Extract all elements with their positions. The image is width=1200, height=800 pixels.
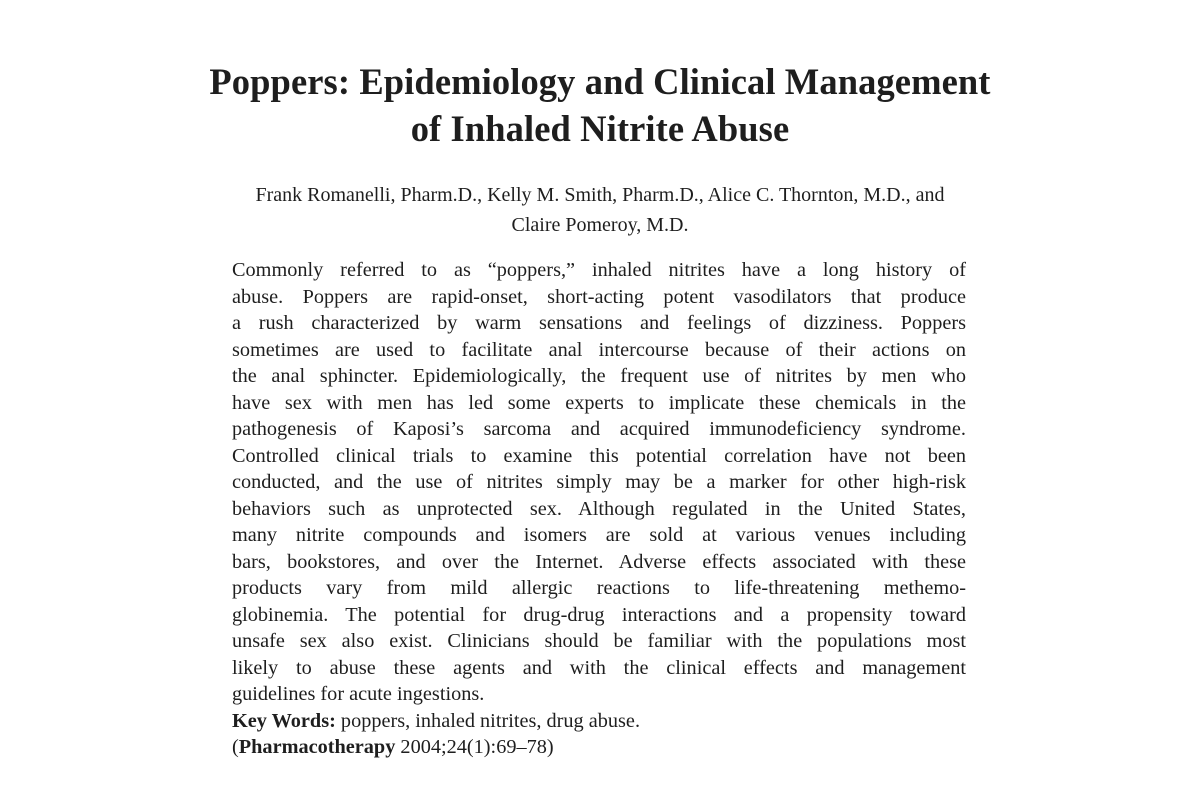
abstract [232,257,966,761]
keywords-value: poppers, inhaled nitrites, drug abuse. [335,709,641,732]
abstract-line: many nitrite compounds and isomers are sold at various venues including [232,524,966,546]
abstract-line: behaviors such as unprotected sex. Although regulated in the United States, [232,497,966,520]
abstract-line: abuse. Poppers are rapid-onset, short-acting potent vasodilators that produce [232,285,966,308]
abstract-line: pathogenesis of Kaposi’s sarcoma and acquired immunodeficiency syndrome. [232,418,966,440]
citation [232,734,966,761]
abstract-line: Commonly referred to as “poppers,” inhaled nitrites have a long history of [232,259,966,281]
abstract-line: products vary from mild allergic reactions to life-threatening methemo- [232,577,966,599]
abstract-line: globinemia. The potential for drug-drug interactions and a propensity toward [232,603,966,626]
authors-line-2: Claire Pomeroy, M.D. [511,214,689,236]
abstract-line: the anal sphincter. Epidemiologically, the frequent use of nitrites by men who [232,365,966,387]
abstract-line: Controlled clinical trials to examine this potential correlation have not been [232,444,966,467]
citation-open: ( [232,736,239,758]
authors-line-1: Frank Romanelli, Pharm.D., Kelly M. Smith, Pharm.D., Alice C. Thornton, M.D., and [255,184,945,206]
abstract-line: likely to abuse these agents and with the clinical effects and management [232,656,966,679]
author-list [0,180,1200,240]
abstract-line: have sex with men has led some experts to implicate these chemicals in the [232,391,966,414]
citation-journal: Pharmacotherapy [238,736,396,758]
abstract-line: bars, bookstores, and over the Internet. Adverse effects associated with these [232,550,966,573]
paper-title [0,58,1200,152]
title-line-2: of Inhaled Nitrite Abuse [410,108,790,149]
title-line-1: Poppers: Epidemiology and Clinical Management [209,61,991,102]
abstract-line: sometimes are used to facilitate anal intercourse because of their actions on [232,338,966,361]
keywords-label: Key Words: [232,709,336,732]
abstract-line: unsafe sex also exist. Clinicians should be familiar with the populations most [232,630,966,652]
abstract-line: guidelines for acute ingestions. [232,683,485,705]
abstract-line: conducted, and the use of nitrites simply may be a marker for other high-risk [232,471,966,493]
keywords [232,708,966,735]
citation-details: 2004;24(1):69–78) [395,736,554,758]
abstract-line: a rush characterized by warm sensations and feelings of dizziness. Poppers [232,312,966,334]
